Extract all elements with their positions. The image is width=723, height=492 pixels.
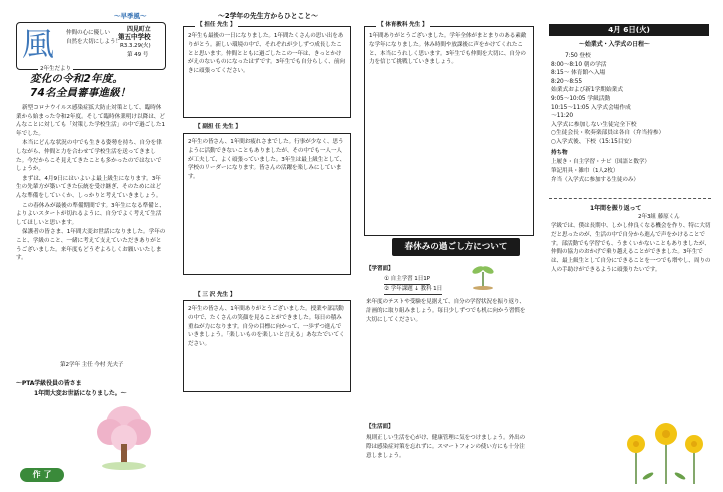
study-label: 【学習面】 [366,266,394,272]
teacher4-text: 1年間ありがとうございました。学年全体がまとまりのある素敵な学年になりました。休み時間や放課後に声をかけてくれたこと、本当にうれしく思います。3年生でも仲間を大切に、自分の力を信じて挑戦していきましょう。 [369,33,527,66]
schedule-item: 7:50 登校 [565,53,591,59]
teacher2-text: 2年生の皆さん、1年間お疲れさまでした。行事が少なく、思うように活動できないこともありましたが、その中でも一人一人が工夫して、よく頑張っていました。3年生は最上級生として、学校のリーダーになります。皆さんの活躍を楽しみにしています。 [188,139,346,181]
schedule-item: 8:00〜8:10 朝の学活 [551,61,607,68]
teacher2-line: 【 副担 任 先生 】 [195,124,241,130]
headline-line2: 74名全員審事進級！ [30,87,131,99]
bring-line2: 筆記用具・雑巾（1人2枚） [551,168,619,174]
grade-label: 2年生だより [40,66,71,72]
spring-title: 春休みの過ごし方について [404,242,508,252]
schedule-item: 〜11:20 [551,113,573,120]
life-label: 【生活面】 [366,424,394,430]
schedule-item: 8:15〜 体育館へ入場 [551,70,606,77]
masthead [14,10,169,74]
issue-number: 第 49 号 [127,52,149,58]
study-text: 来年度のテストや受験を見据えて、自分の学習状況を振り返り、計画的に取り組みましょう。毎日少しずつでも机に向かう習慣を大切にしてください。 [366,299,526,323]
schedule-item: 10:15〜11:05 入学式会場作成 [551,104,631,111]
reflection-title: 1年間を振り返って [590,205,642,212]
teacher1-line: 【 担任 先生 】 [197,22,236,28]
schedule-item: ○生徒会長・吹奏楽部員は各自（弁当持参） [551,130,665,137]
event-title: 〜始業式・入学式の日程〜 [579,41,650,48]
col2-title: 〜2学年の先生方からひとこと〜 [218,12,318,20]
pta-line: 1年間大変お世話になりました。〜 [34,390,127,397]
reflection-author: 2年3組 藤原くん [638,214,680,220]
badge-text: 作 了 [32,470,52,479]
life-text: 規則正しい生活を心がけ、健康管理に気をつけましょう。外出の際は感染症対策を忘れずに。スマートフォンの使い方にも十分注意しましょう。 [366,435,526,459]
finish-badge [20,468,64,482]
col1-paragraph: この春休みが最後の準備期間です。3年生になる準備と、よりよいスタートが切れるように、自分でよく考えて生活してほしいと思います。 [16,202,165,226]
sprout-icon [468,262,498,290]
col1-paragraph: 保護者の皆さま、1年間大変お世話になりました。学年のこと、学級のこと、一緒に考えて支えていただきありがとうございました。来年度もどうぞよろしくお願いいたします。 [16,229,166,262]
motto-line2: 自然を大切にしよう！ [66,39,121,45]
study-item1: ① 自主学習 1日1P [384,276,430,285]
cherry-tree-icon [92,402,156,472]
teacher3-text: 2年生の皆さん、1年間ありがとうございました。授業や部活動の中で、たくさんの笑顔を見ることができました。毎日の積み重ねが力になります。自分の目標に向かって、一歩ずつ進んでいきましょう。「楽しいものを楽しいと言える」あなたでいてください。 [188,306,345,348]
headline [30,72,170,100]
schedule-item: 入学式に参加しない生徒完全下校 [551,121,637,128]
school-name2: 第五中学校 [118,33,151,41]
issue-date: R3.3.29(火) [120,43,151,49]
schedule-item: 9:05〜10:05 学級活動 [551,95,611,102]
teacher1-text: 2年生も最後の一日になりました。1年間たくさんの思い出をありがとう。新しい環境の中で、それぞれが少しずつ成長したことと思います。仲間とともに過ごしたこの一年は、きっとかけがえのないものになったはずです。3年生でも自分らしく、前向きに頑張ってください。 [188,33,345,75]
masthead-tag: 〜早季風〜 [114,12,147,20]
col1-signature: 第2学年 主任 今村 光夫子 [60,362,124,368]
schedule-list [551,52,711,147]
bring-line1: 上履き・自主学習・ナビ（国語と数学） [551,159,650,165]
col1-body [16,104,166,263]
school-name: 四見町立 [127,26,151,33]
dandelion-icon [622,420,710,486]
schedule-item: 始業式および新1学期始業式 [551,87,623,94]
pta-title: 〜PTA学級役員の皆さま [16,380,82,387]
headline-line1: 変化の令和2年度。 [30,73,124,85]
divider-line [549,198,711,199]
teacher3-line: 【 三 沢 先生 】 [195,292,236,298]
teacher4-line: 【 体育教科 先生 】 [378,22,428,28]
reflection-text: 学級では、僕は長期中、しかし仲良くなる機会を作り、特に大切だと思ったのが、生活の中で自分から進んで声をかけることです。部活動でも学習でも、うまくいかないこともありましたが、仲間の協力のおかげで乗り越えることができました。3年生では、最上級生として自分にできることを一つでも増やし、周りの人の手助けができるように頑張りたいです。 [551,223,711,273]
schedule-item: ○入学式後、下校（15:15目安） [551,138,635,145]
col1-paragraph: 本当にどんな状況の中でも生きる姿勢を持ち、自分を律しながら、仲間と力を合わせて学校生活を送ってきました。今だからこそ見えてきたことも多かったのではないでしょうか。 [16,140,162,173]
date-title: 4月 6日(火) [608,25,650,34]
col1-paragraph: 新型コロナウイルス感染症拡大防止対策として、臨時休業から始まった令和2年度。そして臨時休業明け以降は、どんなことに対しても「対策した学校生活」の中で過ごした1年でした。 [16,105,165,137]
motto-line1: 仲間の心に優しい [66,30,110,36]
schedule-item: 8:20〜8:55 [551,78,582,85]
bring-line3: 弁当（入学式に参加する生徒のみ） [551,177,639,183]
bring-label: 持ち物 [551,150,568,156]
study-item2: ② 学年課題 ↓ 教科 1日 [384,286,442,295]
col1-paragraph: まずは、4月9日にはいよいよ最上級生になります。3年生の先輩方が築いてきた伝統を受け継ぎ、そのためにはどんな準備をしていくか、しっかりと考えていきましょう。 [16,175,162,199]
masthead-logo: 風 [22,25,55,63]
